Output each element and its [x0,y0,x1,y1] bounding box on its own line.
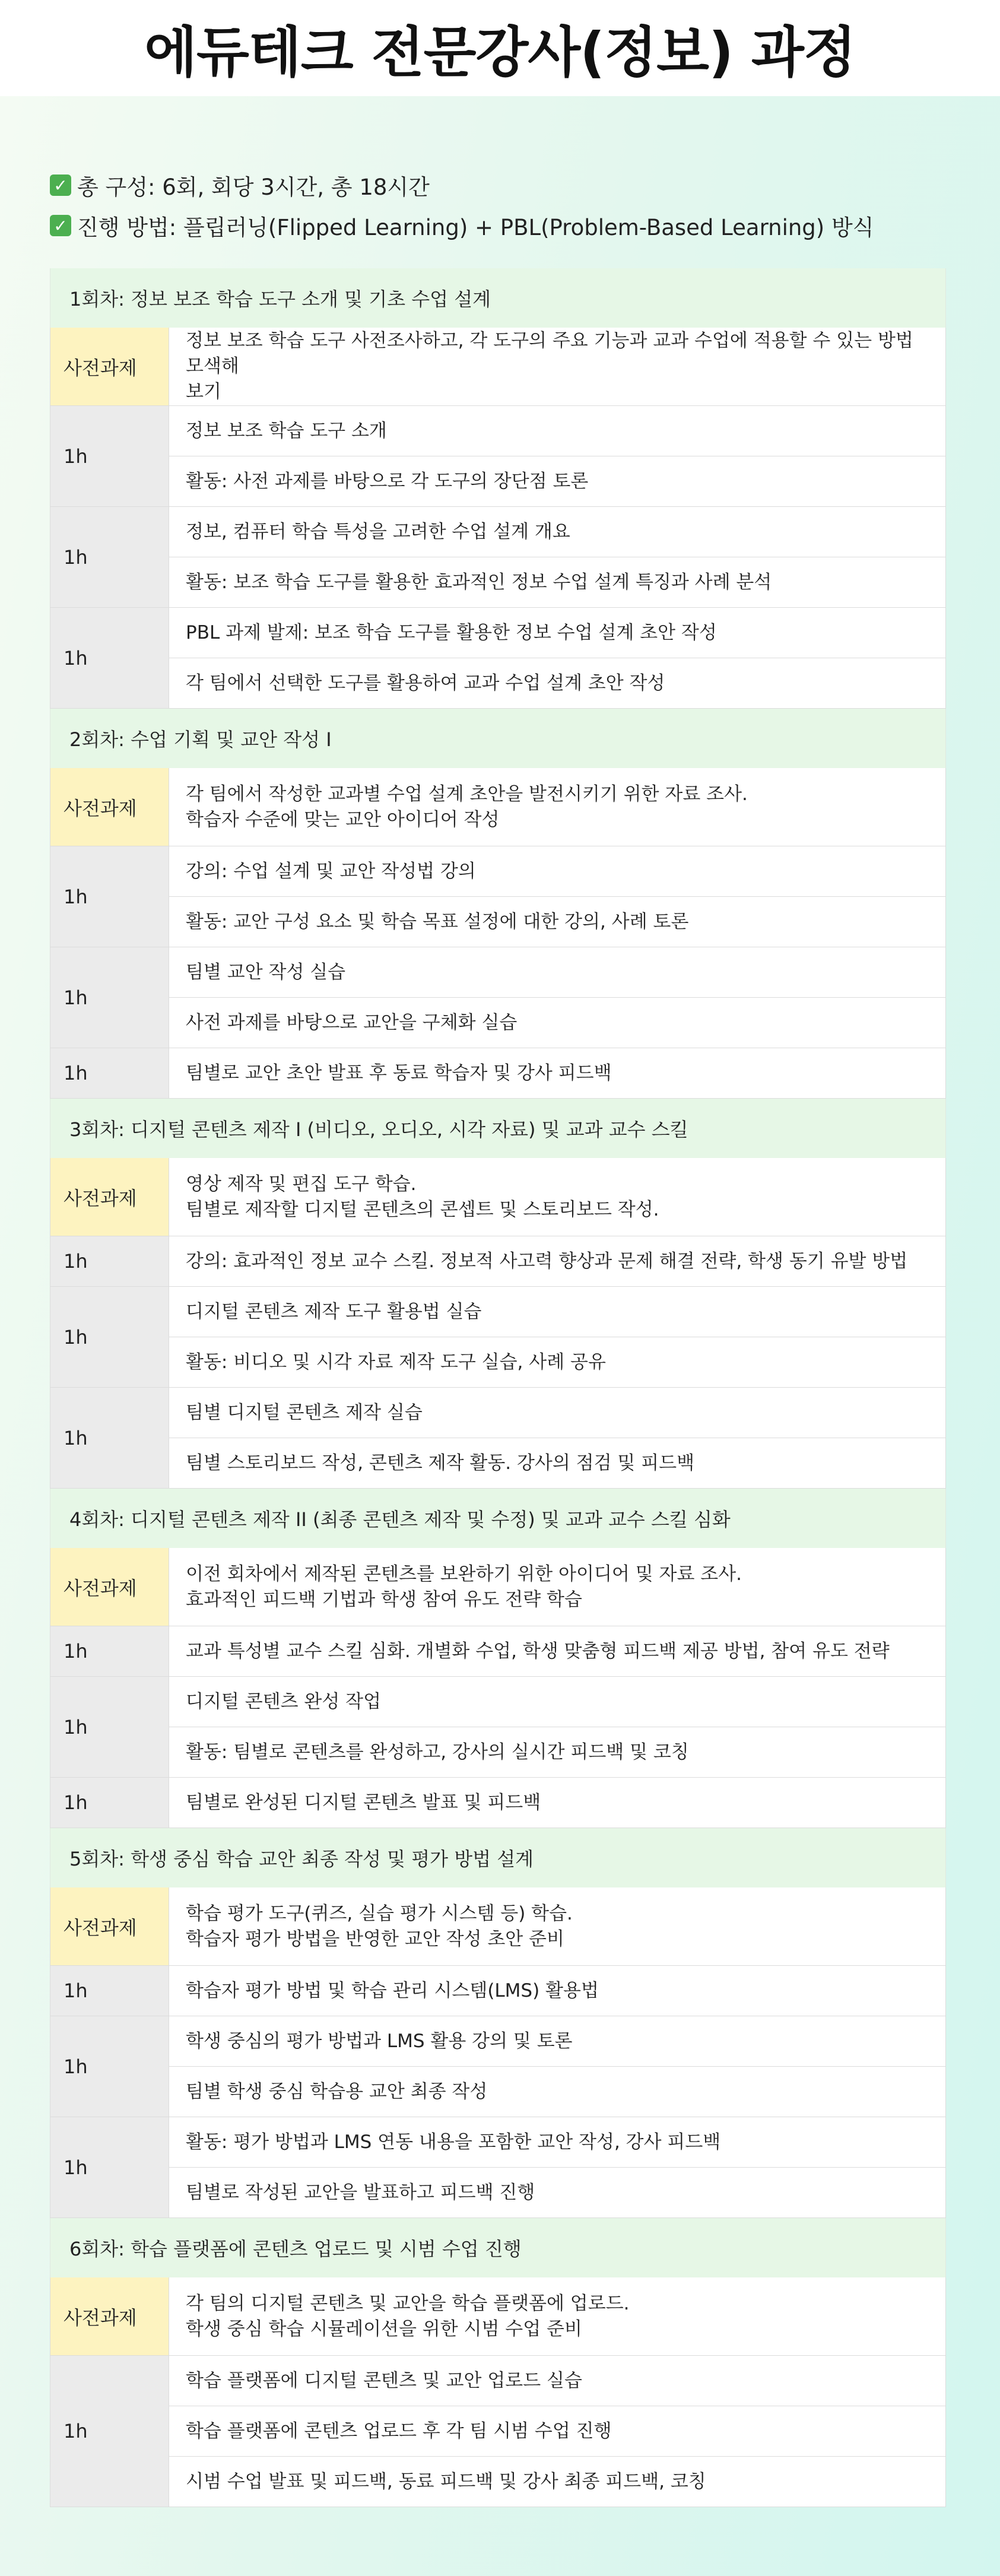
session-title: 3회차: 디지털 콘텐츠 제작 I (비디오, 오디오, 시각 자료) 및 교과 교수 스킬 [50,1099,946,1158]
table-row [50,1287,946,1388]
row-items [169,1966,946,2016]
table-row [50,2117,946,2218]
row-item [169,328,946,406]
hour-label: 1h [50,1287,169,1388]
session-title: 6회차: 학습 플랫폼에 콘텐츠 업로드 및 시범 수업 진행 [50,2218,946,2277]
summary-total-text: 총 구성: 6회, 회당 3시간, 총 18시간 [77,175,430,200]
row-items [169,846,946,947]
row-item [169,608,946,658]
row-items [169,608,946,709]
check-mark-icon: ✓ [50,215,71,236]
row-item-text: 정보 보조 학습 도구 사전조사하고, 각 도구의 주요 기능과 교과 수업에 적용할 수 있는 방법 모색해 보기 [186,330,913,402]
session-block [50,268,946,709]
row-items [169,1626,946,1677]
row-item [169,2168,946,2218]
row-items [169,1236,946,1287]
hour-label: 1h [50,608,169,709]
row-items [169,1287,946,1388]
row-item [169,1887,946,1966]
row-item-text: 팀별 학생 중심 학습용 교안 최종 작성 [186,2080,488,2102]
table-row [50,608,946,709]
table-row [50,2277,946,2356]
check-mark-icon: ✓ [50,175,71,196]
row-item [169,768,946,846]
session-title: 4회차: 디지털 콘텐츠 제작 II (최종 콘텐츠 제작 및 수정) 및 교과 교수 스킬 심화 [50,1489,946,1548]
row-item [169,2356,946,2406]
row-item-text: 활동: 팀별로 콘텐츠를 완성하고, 강사의 실시간 피드백 및 코칭 [186,1741,689,1763]
row-item-text: 팀별 교안 작성 실습 [186,961,346,983]
summary-method [50,208,952,243]
row-item [169,456,946,507]
table-row [50,846,946,947]
session-block [50,1489,946,1828]
row-item-text: 팀별로 완성된 디지털 콘텐츠 발표 및 피드백 [186,1791,541,1813]
hour-label: 1h [50,2356,169,2507]
pre-assignment-label: 사전과제 [50,1158,169,1236]
row-item-text: 학습 평가 도구(퀴즈, 실습 평가 시스템 등) 학습. 학습자 평가 방법을 반영한 교안 작성 초안 준비 [186,1902,573,1950]
row-item-text: 영상 제작 및 편집 도구 학습. 팀별로 제작할 디지털 콘텐츠의 콘셉트 및 스토리보드 작성. [186,1173,659,1220]
row-item-text: 학생 중심의 평가 방법과 LMS 활용 강의 및 토론 [186,2030,573,2052]
row-item [169,507,946,557]
row-item-text: 학습 플랫폼에 디지털 콘텐츠 및 교안 업로드 실습 [186,2369,582,2391]
row-item [169,1677,946,1727]
row-item-text: 팀별로 작성된 교안을 발표하고 피드백 진행 [186,2181,535,2203]
row-item-text: 학습 플랫폼에 콘텐츠 업로드 후 각 팀 시범 수업 진행 [186,2420,612,2442]
row-item [169,2457,946,2507]
row-items [169,406,946,507]
row-items [169,768,946,846]
row-item [169,1778,946,1828]
row-item [169,846,946,897]
row-item [169,1388,946,1438]
table-row [50,507,946,608]
summary-method-text: 진행 방법: 플립러닝(Flipped Learning) + PBL(Problem-Based Learning) 방식 [77,215,874,240]
row-item [169,1236,946,1287]
row-item-text: 사전 과제를 바탕으로 교안을 구체화 실습 [186,1011,518,1033]
row-items [169,2117,946,2218]
table-row [50,1048,946,1099]
page-header [0,0,1000,96]
row-item-text: 팀별로 교안 초안 발표 후 동료 학습자 및 강사 피드백 [186,1062,612,1084]
row-items [169,947,946,1048]
row-items [169,1388,946,1489]
hour-label: 1h [50,406,169,507]
session-block [50,2218,946,2507]
row-items [169,1158,946,1236]
row-item [169,2277,946,2356]
hour-label: 1h [50,2117,169,2218]
hour-label: 1h [50,1677,169,1778]
row-item [169,1337,946,1388]
row-item-text: 강의: 효과적인 정보 교수 스킬. 정보적 사고력 향상과 문제 해결 전략, 학생 동기 유발 방법 [186,1250,908,1272]
row-item [169,658,946,709]
hour-label: 1h [50,1966,169,2016]
row-item-text: 정보 보조 학습 도구 소개 [186,420,387,442]
row-items [169,1778,946,1828]
session-title: 1회차: 정보 보조 학습 도구 소개 및 기초 수업 설계 [50,268,946,328]
session-block [50,1099,946,1489]
table-row [50,2016,946,2117]
summary-total [50,167,952,203]
row-item [169,998,946,1048]
row-items [169,1677,946,1778]
pre-assignment-label: 사전과제 [50,328,169,406]
row-items [169,1887,946,1966]
table-row [50,1158,946,1236]
hour-label: 1h [50,1778,169,1828]
row-item [169,406,946,456]
row-item-text: 활동: 비디오 및 시각 자료 제작 도구 실습, 사례 공유 [186,1351,606,1373]
row-items [169,2016,946,2117]
row-item [169,1287,946,1337]
row-item [169,2406,946,2457]
row-item-text: 팀별 스토리보드 작성, 콘텐츠 제작 활동. 강사의 점검 및 피드백 [186,1452,695,1474]
session-table [50,268,946,2507]
row-items [169,2277,946,2356]
hour-label: 1h [50,1388,169,1489]
table-row [50,406,946,507]
row-item-text: 강의: 수업 설계 및 교안 작성법 강의 [186,860,476,882]
table-row [50,768,946,846]
row-item-text: 교과 특성별 교수 스킬 심화. 개별화 수업, 학생 맞춤형 피드백 제공 방법, 참여 유도 전략 [186,1640,890,1662]
table-row [50,1778,946,1828]
hour-label: 1h [50,1626,169,1677]
session-block [50,709,946,1099]
row-item-text: 시범 수업 발표 및 피드백, 동료 피드백 및 강사 최종 피드백, 코칭 [186,2470,706,2492]
row-item-text: 각 팀에서 선택한 도구를 활용하여 교과 수업 설계 초안 작성 [186,672,665,694]
row-item-text: 디지털 콘텐츠 완성 작업 [186,1690,382,1712]
table-row [50,1966,946,2016]
pre-assignment-label: 사전과제 [50,768,169,846]
table-row [50,1388,946,1489]
pre-assignment-label: 사전과제 [50,1887,169,1966]
row-items [169,328,946,406]
row-item-text: 활동: 보조 학습 도구를 활용한 효과적인 정보 수업 설계 특징과 사례 분석 [186,571,772,593]
row-item-text: 각 팀에서 작성한 교과별 수업 설계 초안을 발전시키기 위한 자료 조사. 학습자 수준에 맞는 교안 아이디어 작성 [186,783,748,830]
hour-label: 1h [50,507,169,608]
hour-label: 1h [50,846,169,947]
row-item-text: PBL 과제 발제: 보조 학습 도구를 활용한 정보 수업 설계 초안 작성 [186,621,717,643]
table-row [50,1677,946,1778]
row-item [169,2117,946,2168]
pre-assignment-label: 사전과제 [50,1548,169,1626]
row-item-text: 활동: 사전 과제를 바탕으로 각 도구의 장단점 토론 [186,470,589,492]
course-summary [50,167,952,243]
row-item [169,2016,946,2067]
row-item-text: 팀별 디지털 콘텐츠 제작 실습 [186,1401,423,1423]
page-title: 에듀테크 전문강사(정보) 과정 [144,21,856,84]
row-items [169,1048,946,1099]
row-item-text: 정보, 컴퓨터 학습 특성을 고려한 수업 설계 개요 [186,521,570,543]
pre-assignment-label: 사전과제 [50,2277,169,2356]
row-items [169,507,946,608]
table-row [50,2356,946,2507]
session-title: 5회차: 학생 중심 학습 교안 최종 작성 및 평가 방법 설계 [50,1828,946,1887]
row-items [169,2356,946,2507]
session-title: 2회차: 수업 기획 및 교안 작성 I [50,709,946,768]
hour-label: 1h [50,1236,169,1287]
table-row [50,1548,946,1626]
table-row [50,1236,946,1287]
hour-label: 1h [50,2016,169,2117]
row-item [169,897,946,947]
row-item [169,1626,946,1677]
table-row [50,1887,946,1966]
row-item [169,1548,946,1626]
row-item-text: 이전 회차에서 제작된 콘텐츠를 보완하기 위한 아이디어 및 자료 조사. 효과적인 피드백 기법과 학생 참여 유도 전략 학습 [186,1563,742,1610]
hour-label: 1h [50,947,169,1048]
row-item [169,557,946,608]
row-item-text: 디지털 콘텐츠 제작 도구 활용법 실습 [186,1300,482,1322]
row-item [169,1727,946,1778]
content-area [0,96,1000,2576]
row-item [169,1048,946,1099]
row-item [169,1966,946,2016]
hour-label: 1h [50,1048,169,1099]
row-item [169,947,946,998]
row-item-text: 각 팀의 디지털 콘텐츠 및 교안을 학습 플랫폼에 업로드. 학생 중심 학습 시뮬레이션을 위한 시범 수업 준비 [186,2292,630,2340]
session-block [50,1828,946,2218]
row-item [169,1158,946,1236]
table-row [50,947,946,1048]
row-item [169,2067,946,2117]
row-item-text: 활동: 평가 방법과 LMS 연동 내용을 포함한 교안 작성, 강사 피드백 [186,2131,721,2153]
row-items [169,1548,946,1626]
table-row [50,1626,946,1677]
row-item-text: 학습자 평가 방법 및 학습 관리 시스템(LMS) 활용법 [186,1979,599,2001]
row-item-text: 활동: 교안 구성 요소 및 학습 목표 설정에 대한 강의, 사례 토론 [186,911,689,932]
table-row [50,328,946,406]
row-item [169,1438,946,1489]
